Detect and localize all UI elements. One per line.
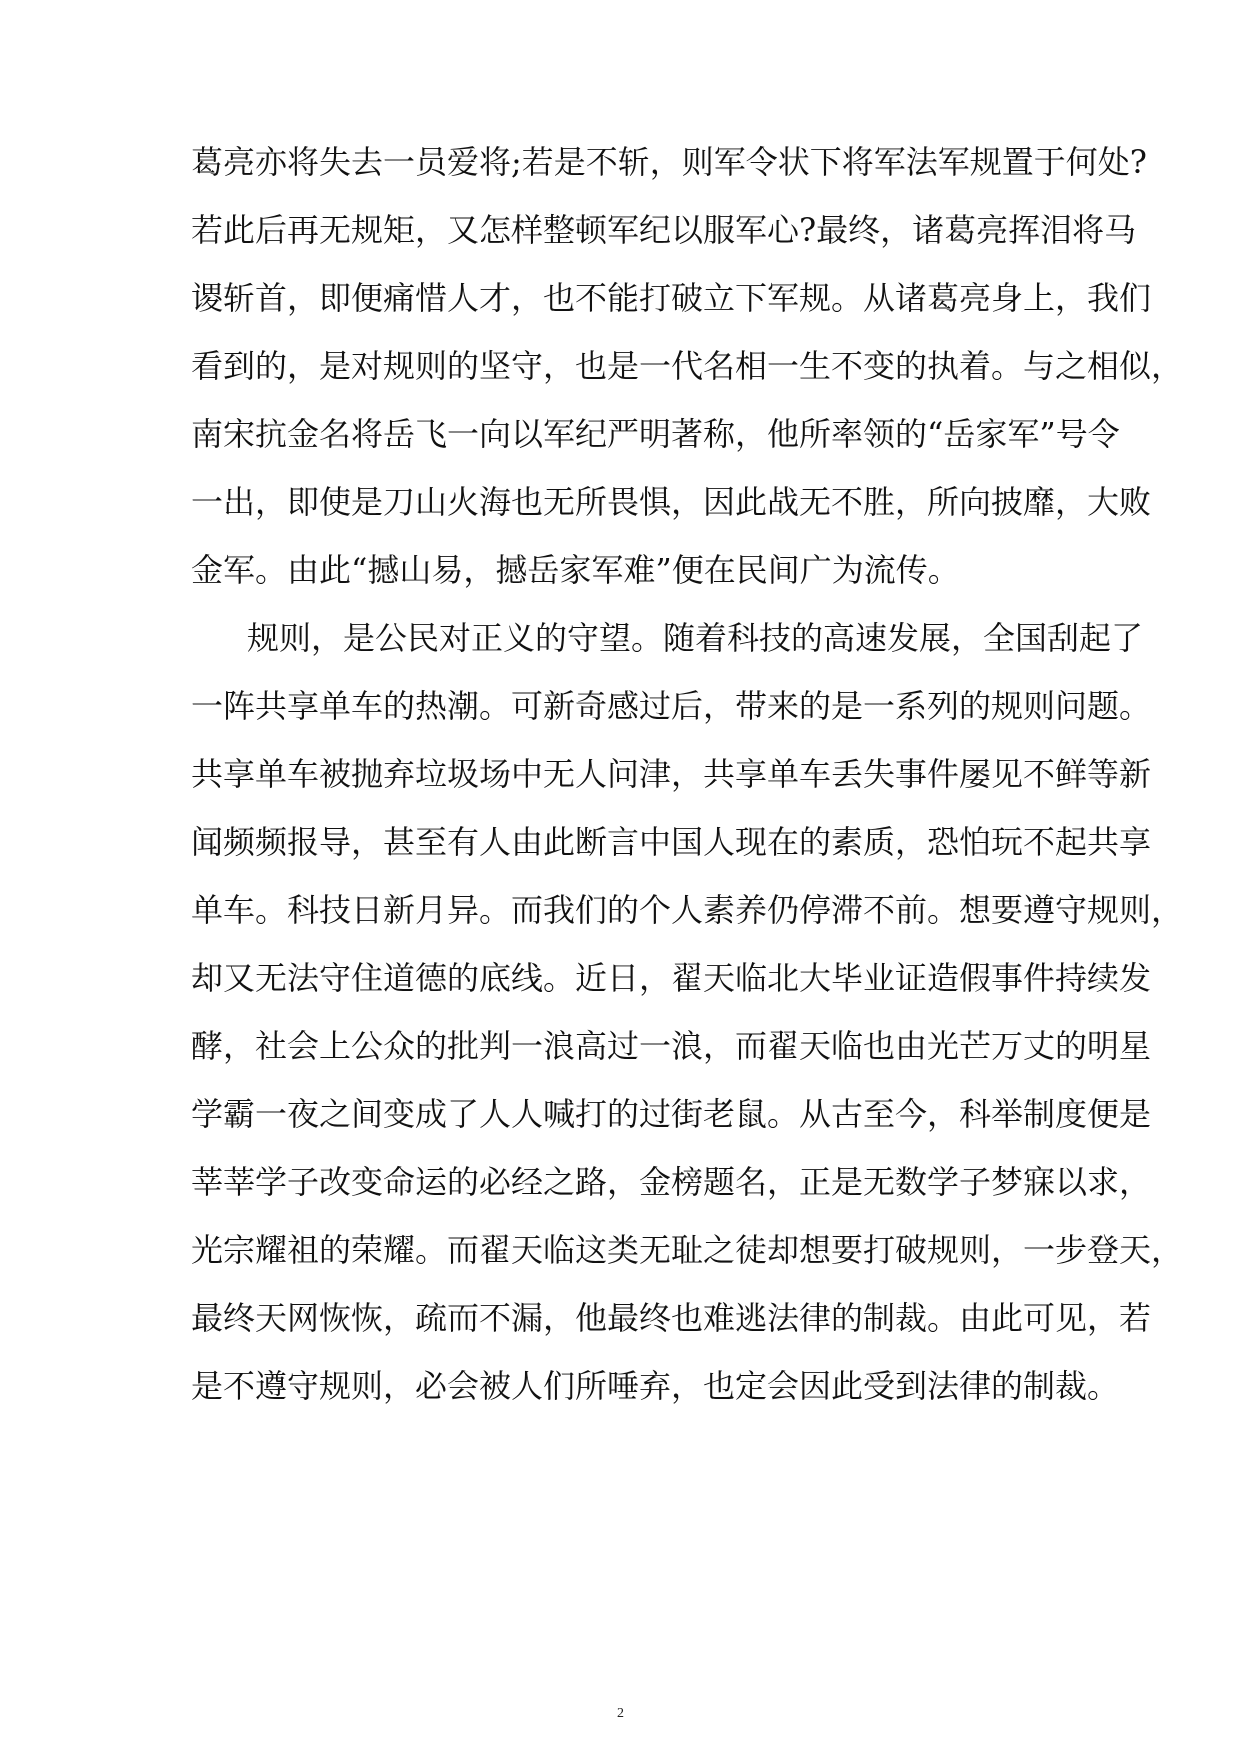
paragraph-2-line-5: 单车。科技日新月异。而我们的个人素养仍停滞不前。想要遵守规则， [191,891,1184,929]
paragraph-2-line-6: 却又无法守住道德的底线。近日，翟天临北大毕业证造假事件持续发 [191,959,1152,997]
paragraph-2-line-2: 一阵共享单车的热潮。可新奇感过后，带来的是一系列的规则问题。 [191,687,1152,725]
paragraph-2-line-9: 莘莘学子改变命运的必经之路，金榜题名，正是无数学子梦寐以求， [191,1163,1152,1201]
paragraph-2-line-7: 酵，社会上公众的批判一浪高过一浪，而翟天临也由光芒万丈的明星 [191,1027,1152,1065]
paragraph-1-line-5: 南宋抗金名将岳飞一向以军纪严明著称，他所率领的“岳家军”号令 [191,415,1120,453]
paragraph-2-line-1: 规则，是公民对正义的守望。随着科技的高速发展，全国刮起了 [247,619,1144,657]
paragraph-2-line-10: 光宗耀祖的荣耀。而翟天临这类无耻之徒却想要打破规则，一步登天， [191,1231,1184,1269]
paragraph-1-line-2: 若此后再无规矩，又怎样整顿军纪以服军心?最终，诸葛亮挥泪将马 [191,211,1137,249]
page-number: 2 [617,1706,624,1721]
paragraph-1-line-4: 看到的，是对规则的坚守，也是一代名相一生不变的执着。与之相似， [191,347,1184,385]
paragraph-2-line-12: 是不遵守规则，必会被人们所唾弃，也定会因此受到法律的制裁。 [191,1367,1120,1405]
paragraph-2-line-3: 共享单车被抛弃垃圾场中无人问津，共享单车丢失事件屡见不鲜等新 [191,755,1152,793]
paragraph-1-line-1: 葛亮亦将失去一员爱将;若是不斩，则军令状下将军法军规置于何处? [191,143,1147,181]
paragraph-2-line-8: 学霸一夜之间变成了人人喊打的过街老鼠。从古至今，科举制度便是 [191,1095,1152,1133]
paragraph-1-line-7: 金军。由此“撼山易，撼岳家军难”便在民间广为流传。 [191,551,960,589]
paragraph-1-line-3: 谡斩首，即便痛惜人才，也不能打破立下军规。从诸葛亮身上，我们 [191,279,1152,317]
paragraph-1-line-6: 一出，即使是刀山火海也无所畏惧，因此战无不胜，所向披靡，大败 [191,483,1152,521]
paragraph-2-line-4: 闻频频报导，甚至有人由此断言中国人现在的素质，恐怕玩不起共享 [191,823,1152,861]
paragraph-2-line-11: 最终天网恢恢，疏而不漏，他最终也难逃法律的制裁。由此可见，若 [191,1299,1152,1337]
